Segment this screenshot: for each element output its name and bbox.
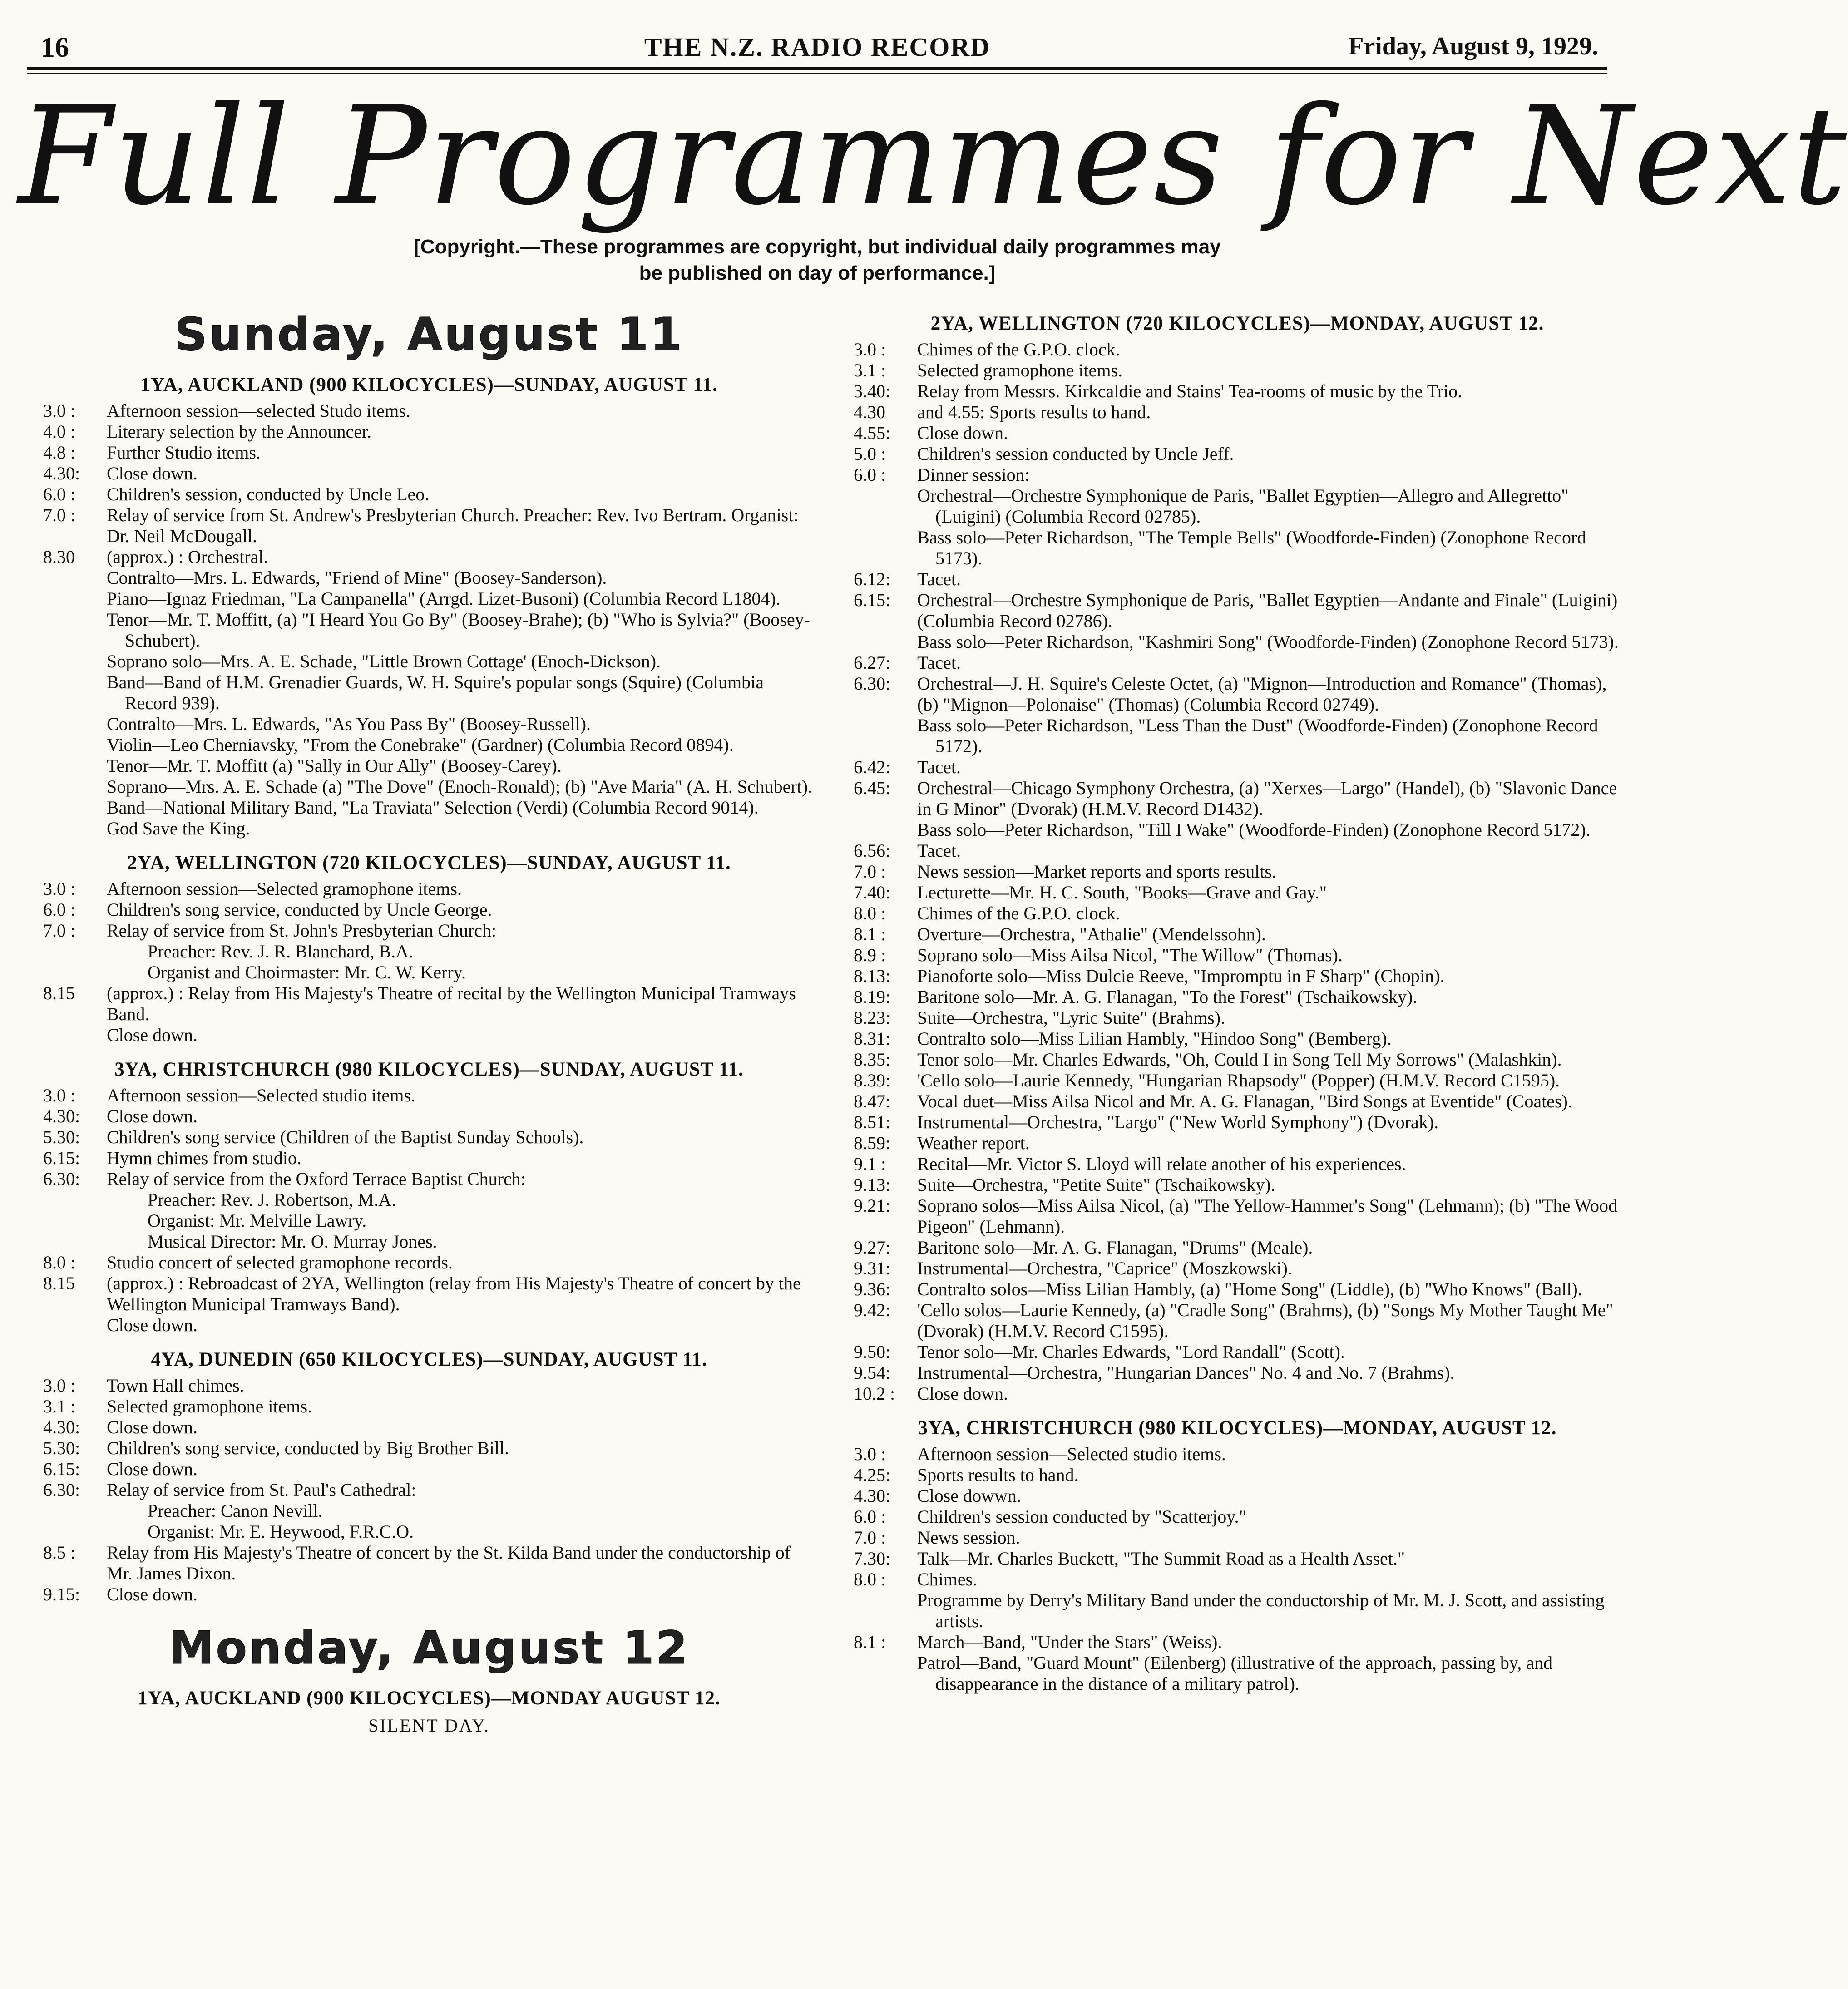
page-header [36, 32, 1598, 68]
programme-item: 4.0 : Literary selection by the Announcer. [43, 421, 372, 442]
programme-item: 8.30 (approx.) : Orchestral. [43, 547, 268, 567]
day-heading-sunday: Sunday, August 11 [174, 308, 684, 361]
programme-item: 8.47: Vocal duet—Miss Ailsa Nicol and Mr. A. G. Flanagan, "Bird Songs at Eventide" (Coates). [854, 1091, 1572, 1111]
programme-item: 4.30 and 4.55: Sports results to hand. [854, 402, 1151, 422]
programme-subitem: Organist: Mr. E. Heywood, F.R.C.O. [148, 1521, 414, 1542]
programme-item: 8.23: Suite—Orchestra, "Lyric Suite" (Brahms). [854, 1007, 1225, 1028]
programme-item: 6.27: Tacet. [854, 652, 961, 673]
copyright-notice: [Copyright.—These programmes are copyright, but individual daily programmes may be published on day of performance.] [414, 236, 1221, 284]
station-heading: 4YA, DUNEDIN (650 KILOCYCLES)—SUNDAY, AUGUST 11. [151, 1349, 707, 1370]
programme-subitem: Soprano—Mrs. A. E. Schade (a) "The Dove" (Enoch-Ronald); (b) "Ave Maria" (A. H. Schubert). [107, 776, 813, 797]
station-heading: 2YA, WELLINGTON (720 KILOCYCLES)—MONDAY, AUGUST 12. [930, 313, 1544, 334]
programme-subitem: Bass solo—Peter Richardson, "Less Than the Dust" (Woodforde-Finden) (Zonophone Record 5172). [917, 715, 1598, 756]
programme-subitem: Musical Director: Mr. O. Murray Jones. [148, 1231, 437, 1252]
programme-item: 3.1 : Selected gramophone items. [854, 360, 1123, 380]
programme-item: 4.55: Close down. [854, 423, 1008, 443]
programme-item: 8.15 (approx.) : Rebroadcast of 2YA, Wellington (relay from His Majesty's Theatre of concert by the Wellington Municipal Tramways Band). [43, 1273, 801, 1314]
right-column [854, 312, 1621, 1694]
programme-item: 6.12: Tacet. [854, 569, 961, 589]
programme-subitem: Preacher: Rev. J. Robertson, M.A. [148, 1189, 396, 1210]
programme-item: 7.0 : Relay of service from St. Andrew's Presbyterian Church. Preacher: Rev. Ivo Bertram. Organist: Dr. Neil McDougall. [43, 505, 799, 546]
programme-item: 4.30: Close down. [43, 463, 198, 484]
programme-subitem: Orchestral—Orchestre Symphonique de Paris, "Ballet Egyptien—Allegro and Allegretto" (Luigini) (Columbia Record 02785). [917, 485, 1569, 527]
programme-item: 3.0 : Chimes of the G.P.O. clock. [854, 339, 1120, 360]
issue-date: Friday, August 9, 1929. [1348, 32, 1598, 60]
programme-item: 6.0 : Children's session conducted by "Scatterjoy." [854, 1506, 1246, 1527]
programme-subitem: God Save the King. [107, 818, 250, 839]
programme-item: 6.15: Close down. [43, 1459, 198, 1479]
station-heading: 2YA, WELLINGTON (720 KILOCYCLES)—SUNDAY, AUGUST 11. [127, 852, 731, 874]
programme-item: 3.0 : Town Hall chimes. [43, 1375, 244, 1396]
programme-subitem: Bass solo—Peter Richardson, "The Temple Bells" (Woodforde-Finden) (Zonophone Record 5173). [917, 527, 1586, 568]
programme-item: 7.0 : News session—Market reports and sports results. [854, 861, 1276, 882]
programme-subitem: Contralto—Mrs. L. Edwards, "Friend of Mine" (Boosey-Sanderson). [107, 568, 607, 588]
programme-item: 9.27: Baritone solo—Mr. A. G. Flanagan, "Drums" (Meale). [854, 1237, 1313, 1258]
programme-item: 9.21: Soprano solos—Miss Ailsa Nicol, (a) "The Yellow-Hammer's Song" (Lehmann); (b) "The Wood Pigeon" (Lehmann). [854, 1195, 1618, 1237]
programme-item: 4.30: Close dowwn. [854, 1486, 1021, 1506]
programme-item: 4.25: Sports results to hand. [854, 1465, 1079, 1485]
programme-item: 9.15: Close down. [43, 1584, 198, 1604]
programme-item: 8.0 : Chimes. [854, 1569, 978, 1589]
programme-subitem: Close down. [107, 1025, 198, 1045]
station-heading: 1YA, AUCKLAND (900 KILOCYCLES)—SUNDAY, AUGUST 11. [140, 374, 718, 395]
silent-day-note: SILENT DAY. [368, 1715, 490, 1736]
programme-item: 8.51: Instrumental—Orchestra, "Largo" ("New World Symphony") (Dvorak). [854, 1112, 1439, 1132]
programme-item: 9.1 : Recital—Mr. Victor S. Lloyd will relate another of his experiences. [854, 1154, 1406, 1174]
programme-subitem: Bass solo—Peter Richardson, "Till I Wake" (Woodforde-Finden) (Zonophone Record 5172). [917, 819, 1591, 840]
programme-item: 9.31: Instrumental—Orchestra, "Caprice" (Moszkowski). [854, 1258, 1292, 1278]
programme-item: 7.40: Lecturette—Mr. H. C. South, "Books—Grave and Gay." [854, 882, 1327, 903]
programme-item: 8.1 : March—Band, "Under the Stars" (Weiss). [854, 1632, 1222, 1652]
programme-item: 4.8 : Further Studio items. [43, 442, 261, 463]
programme-item: 6.0 : Children's song service, conducted by Uncle George. [43, 899, 492, 920]
programme-item: 8.35: Tenor solo—Mr. Charles Edwards, "Oh, Could I in Song Tell My Sorrows" (Malashkin). [854, 1049, 1562, 1070]
programme-item: 6.45: Orchestral—Chicago Symphony Orchestra, (a) "Xerxes—Largo" (Handel), (b) "Slavonic Dance in G Minor" (Dvorak) (H.M.V. Record D1432). [854, 778, 1617, 819]
programme-item: 8.13: Pianoforte solo—Miss Dulcie Reeve, "Impromptu in F Sharp" (Chopin). [854, 966, 1445, 986]
programme-subitem: Organist and Choirmaster: Mr. C. W. Kerry. [148, 962, 466, 982]
programme-item: 4.30: Close down. [43, 1106, 198, 1126]
programme-item: 6.30: Relay of service from the Oxford Terrace Baptist Church: [43, 1169, 526, 1189]
programme-subitem: Patrol—Band, "Guard Mount" (Eilenberg) (illustrative of the approach, passing by, and disappearance in the distance of a military patrol). [917, 1653, 1553, 1694]
programme-item: 8.0 : Studio concert of selected gramophone records. [43, 1252, 453, 1273]
programme-item: 5.30: Children's song service (Children of the Baptist Sunday Schools). [43, 1127, 584, 1147]
programme-item: 6.42: Tacet. [854, 757, 961, 777]
programme-item: 3.40: Relay from Messrs. Kirkcaldie and Stains' Tea-rooms of music by the Trio. [854, 381, 1463, 401]
station-heading: 3YA, CHRISTCHURCH (980 KILOCYCLES)—MONDAY, AUGUST 12. [918, 1417, 1557, 1439]
programme-item: 5.30: Children's song service, conducted by Big Brother Bill. [43, 1438, 509, 1458]
left-column [43, 300, 815, 1736]
programme-subitem: Preacher: Canon Nevill. [148, 1500, 323, 1521]
programme-item: 8.15 (approx.) : Relay from His Majesty's Theatre of recital by the Wellington Municipal Tramways Band. [43, 983, 796, 1024]
header-rule [27, 67, 1607, 70]
programme-item: 8.9 : Soprano solo—Miss Ailsa Nicol, "The Willow" (Thomas). [854, 945, 1343, 965]
programme-item: 9.13: Suite—Orchestra, "Petite Suite" (Tschaikowsky). [854, 1175, 1275, 1195]
newspaper-title: THE N.Z. RADIO RECORD [644, 32, 991, 62]
programme-item: 9.42: 'Cello solos—Laurie Kennedy, (a) "Cradle Song" (Brahms), (b) "Songs My Mother Taught Me" (Dvorak) (H.M.V. Record C1595). [854, 1300, 1613, 1341]
programme-item: 6.0 : Dinner session: [854, 464, 1030, 485]
programme-subitem: Violin—Leo Cherniavsky, "From the Conebrake" (Gardner) (Columbia Record 0894). [107, 735, 734, 755]
masthead-title: Full Programmes for Next [18, 78, 1848, 235]
programme-item: 8.5 : Relay from His Majesty's Theatre of concert by the St. Kilda Band under the conductorship of Mr. James Dixon. [43, 1542, 791, 1584]
programme-item: 9.36: Contralto solos—Miss Lilian Hambly, (a) "Home Song" (Liddle), (b) "Who Knows" (Ball). [854, 1279, 1582, 1299]
page-number: 16 [41, 32, 69, 63]
programme-item: 6.30: Orchestral—J. H. Squire's Celeste Octet, (a) "Mignon—Introduction and Romance" (Thomas), (b) "Mignon—Polonaise" (Thomas) (Columbia Record 02749). [854, 673, 1607, 715]
programme-subitem: Organist: Mr. Melville Lawry. [148, 1210, 367, 1231]
programme-subitem: Band—Band of H.M. Grenadier Guards, W. H. Squire's popular songs (Squire) (Columbia Record 939). [107, 672, 764, 713]
programme-subitem: Piano—Ignaz Friedman, "La Campanella" (Arrgd. Lizet-Busoni) (Columbia Record L1804). [107, 588, 781, 609]
programme-subitem: Close down. [107, 1315, 198, 1335]
day-heading-monday: Monday, August 12 [168, 1621, 690, 1674]
programme-item: 9.54: Instrumental—Orchestra, "Hungarian Dances" No. 4 and No. 7 (Brahms). [854, 1362, 1455, 1383]
programme-subitem: Bass solo—Peter Richardson, "Kashmiri Song" (Woodforde-Finden) (Zonophone Record 5173). [917, 632, 1619, 652]
programme-item: 7.0 : Relay of service from St. John's Presbyterian Church: [43, 920, 497, 941]
programme-item: 3.0 : Afternoon session—Selected studio items. [854, 1444, 1226, 1464]
programme-item: 6.15: Hymn chimes from studio. [43, 1148, 301, 1168]
programme-item: 3.0 : Afternoon session—Selected studio items. [43, 1085, 415, 1106]
programme-item: 3.0 : Afternoon session—Selected gramophone items. [43, 879, 462, 899]
programme-item: 8.39: 'Cello solo—Laurie Kennedy, "Hungarian Rhapsody" (Popper) (H.M.V. Record C1595). [854, 1070, 1560, 1091]
station-heading: 3YA, CHRISTCHURCH (980 KILOCYCLES)—SUNDAY, AUGUST 11. [114, 1059, 744, 1080]
programme-item: 7.0 : News session. [854, 1527, 1020, 1548]
programme-item: 9.50: Tenor solo—Mr. Charles Edwards, "Lord Randall" (Scott). [854, 1342, 1345, 1362]
programme-item: 3.0 : Afternoon session—selected Studo items. [43, 400, 410, 421]
programme-item: 8.19: Baritone solo—Mr. A. G. Flanagan, "To the Forest" (Tschaikowsky). [854, 987, 1418, 1007]
programme-item: 8.59: Weather report. [854, 1133, 1030, 1153]
programme-item: 4.30: Close down. [43, 1417, 198, 1437]
programme-item: 6.15: Orchestral—Orchestre Symphonique de Paris, "Ballet Egyptien—Andante and Finale" (Luigini) (Columbia Record 02786). [854, 590, 1618, 631]
programme-item: 5.0 : Children's session conducted by Uncle Jeff. [854, 444, 1234, 464]
programme-item: 3.1 : Selected gramophone items. [43, 1396, 312, 1416]
station-heading: 1YA, AUCKLAND (900 KILOCYCLES)—MONDAY AUGUST 12. [138, 1688, 721, 1709]
programme-subitem: Band—National Military Band, "La Traviata" Selection (Verdi) (Columbia Record 9014). [107, 797, 759, 818]
programme-item: 6.0 : Children's session, conducted by Uncle Leo. [43, 484, 430, 504]
programme-item: 8.1 : Overture—Orchestra, "Athalie" (Mendelssohn). [854, 924, 1266, 944]
programme-item: 10.2 : Close down. [854, 1383, 1008, 1404]
programme-subitem: Tenor—Mr. T. Moffitt (a) "Sally in Our Ally" (Boosey-Carey). [107, 755, 562, 776]
programme-item: 8.31: Contralto solo—Miss Lilian Hambly, "Hindoo Song" (Bemberg). [854, 1028, 1392, 1049]
programme-subitem: Preacher: Rev. J. R. Blanchard, B.A. [148, 941, 414, 962]
programme-subitem: Contralto—Mrs. L. Edwards, "As You Pass By" (Boosey-Russell). [107, 714, 591, 734]
programme-subitem: Programme by Derry's Military Band under the conductorship of Mr. M. J. Scott, and assisting artists. [917, 1590, 1605, 1631]
programme-item: 6.30: Relay of service from St. Paul's Cathedral: [43, 1480, 416, 1500]
programme-item: 8.0 : Chimes of the G.P.O. clock. [854, 903, 1120, 923]
programme-item: 7.30: Talk—Mr. Charles Buckett, "The Summit Road as a Health Asset." [854, 1548, 1405, 1569]
programme-subitem: Tenor—Mr. T. Moffitt, (a) "I Heard You Go By" (Boosey-Brahe); (b) "Who is Sylvia?" (Boosey-Schubert). [107, 609, 810, 651]
header-rule-thin [27, 73, 1607, 74]
programme-subitem: Soprano solo—Mrs. A. E. Schade, "Little Brown Cottage' (Enoch-Dickson). [107, 651, 661, 671]
programme-item: 6.56: Tacet. [854, 840, 961, 861]
